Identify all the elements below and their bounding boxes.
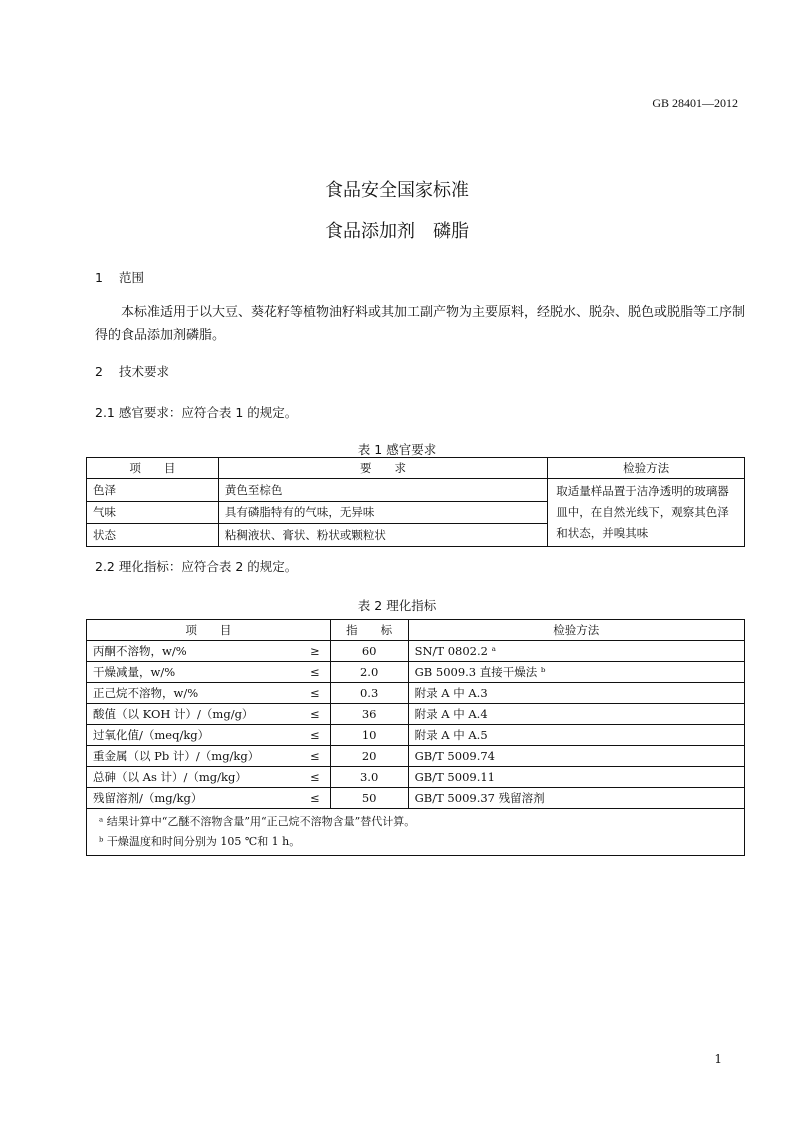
row-item: 残留溶剂/（mg/kg）: [87, 788, 287, 809]
table-1-caption: 表 1 感官要求: [357, 442, 437, 457]
table-row: [87, 725, 745, 746]
row-method: SN/T 0802.2 ᵃ: [408, 641, 744, 662]
row-requirement: 具有磷脂特有的气味，无异味: [218, 501, 547, 524]
scope-paragraph: 本标准适用于以大豆、葵花籽等植物油籽料或其加工副产物为主要原料，经脱水、脱杂、脱色或脱脂等工序制得的食品添加剂磷脂。: [95, 305, 746, 343]
row-method: GB 5009.3 直接干燥法 ᵇ: [408, 662, 744, 683]
table-row: [87, 788, 745, 809]
section-1-title: 范围: [118, 270, 144, 285]
sensory-requirements-table: [86, 457, 745, 547]
row-requirement: 粘稠液状、膏状、粉状或颗粒状: [218, 524, 547, 547]
header-requirement: 要 求: [218, 458, 547, 479]
row-method: GB/T 5009.11: [408, 767, 744, 788]
product-title: 食品添加剂 磷脂: [325, 221, 469, 242]
row-symbol: ≤: [286, 788, 330, 809]
row-item: 气味: [87, 501, 219, 524]
row-item: 色泽: [87, 479, 219, 502]
table-row: [87, 641, 745, 662]
table-row: [87, 683, 745, 704]
row-value: 3.0: [330, 767, 408, 788]
table-notes-row: [87, 809, 745, 856]
row-item: 正己烷不溶物，w/%: [87, 683, 287, 704]
row-value: 50: [330, 788, 408, 809]
header-method: 检验方法: [408, 620, 744, 641]
section-1-heading: [95, 268, 144, 286]
row-method: GB/T 5009.37 残留溶剂: [408, 788, 744, 809]
row-symbol: ≤: [286, 662, 330, 683]
row-item: 状态: [87, 524, 219, 547]
row-value: 60: [330, 641, 408, 662]
row-method: 附录 A 中 A.5: [408, 725, 744, 746]
row-symbol: ≤: [286, 725, 330, 746]
table-row: [87, 767, 745, 788]
row-value: 36: [330, 704, 408, 725]
table-row: [87, 704, 745, 725]
row-value: 10: [330, 725, 408, 746]
footnote-a: ᵃ 结果计算中“乙醚不溶物含量”用“正己烷不溶物含量”替代计算。: [99, 815, 416, 828]
row-requirement: 黄色至棕色: [218, 479, 547, 502]
header-item: 项 目: [87, 620, 331, 641]
table-row: [87, 479, 745, 502]
section-2-1-heading: 2.1 感官要求：应符合表 1 的规定。: [95, 405, 298, 420]
page-number: 1: [714, 1052, 722, 1066]
row-item: 丙酮不溶物，w/%: [87, 641, 287, 662]
table-header-row: [87, 458, 745, 479]
table-header-row: [87, 620, 745, 641]
physicochemical-indicators-table: [86, 619, 745, 856]
row-item: 总砷（以 As 计）/（mg/kg）: [87, 767, 287, 788]
table-2-caption: 表 2 理化指标: [357, 598, 437, 613]
header-method: 检验方法: [548, 458, 745, 479]
section-2-heading: [95, 362, 169, 380]
section-2-title: 技术要求: [118, 364, 169, 379]
row-value: 0.3: [330, 683, 408, 704]
row-symbol: ≥: [286, 641, 330, 662]
table-row: [87, 746, 745, 767]
header-indicator: 指 标: [330, 620, 408, 641]
row-method: 附录 A 中 A.3: [408, 683, 744, 704]
row-item: 过氧化值/（meq/kg）: [87, 725, 287, 746]
footnote-b: ᵇ 干燥温度和时间分别为 105 ℃和 1 h。: [99, 835, 301, 848]
row-value: 20: [330, 746, 408, 767]
row-method: GB/T 5009.74: [408, 746, 744, 767]
row-item: 重金属（以 Pb 计）/（mg/kg）: [87, 746, 287, 767]
inspection-method: 取适量样品置于洁净透明的玻璃器皿中，在自然光线下，观察其色泽和状态，并嗅其味: [548, 479, 745, 547]
row-symbol: ≤: [286, 683, 330, 704]
table-notes: [87, 809, 745, 856]
row-symbol: ≤: [286, 746, 330, 767]
header-item: 项 目: [87, 458, 219, 479]
section-2-2-heading: 2.2 理化指标：应符合表 2 的规定。: [95, 559, 298, 574]
section-1-number: 1: [95, 270, 103, 285]
document-number: GB 28401—2012: [652, 96, 738, 110]
row-value: 2.0: [330, 662, 408, 683]
standard-title: 食品安全国家标准: [325, 180, 469, 201]
row-symbol: ≤: [286, 704, 330, 725]
row-symbol: ≤: [286, 767, 330, 788]
row-method: 附录 A 中 A.4: [408, 704, 744, 725]
row-item: 干燥减量，w/%: [87, 662, 287, 683]
section-2-number: 2: [95, 364, 103, 379]
row-item: 酸值（以 KOH 计）/（mg/g）: [87, 704, 287, 725]
table-row: [87, 662, 745, 683]
